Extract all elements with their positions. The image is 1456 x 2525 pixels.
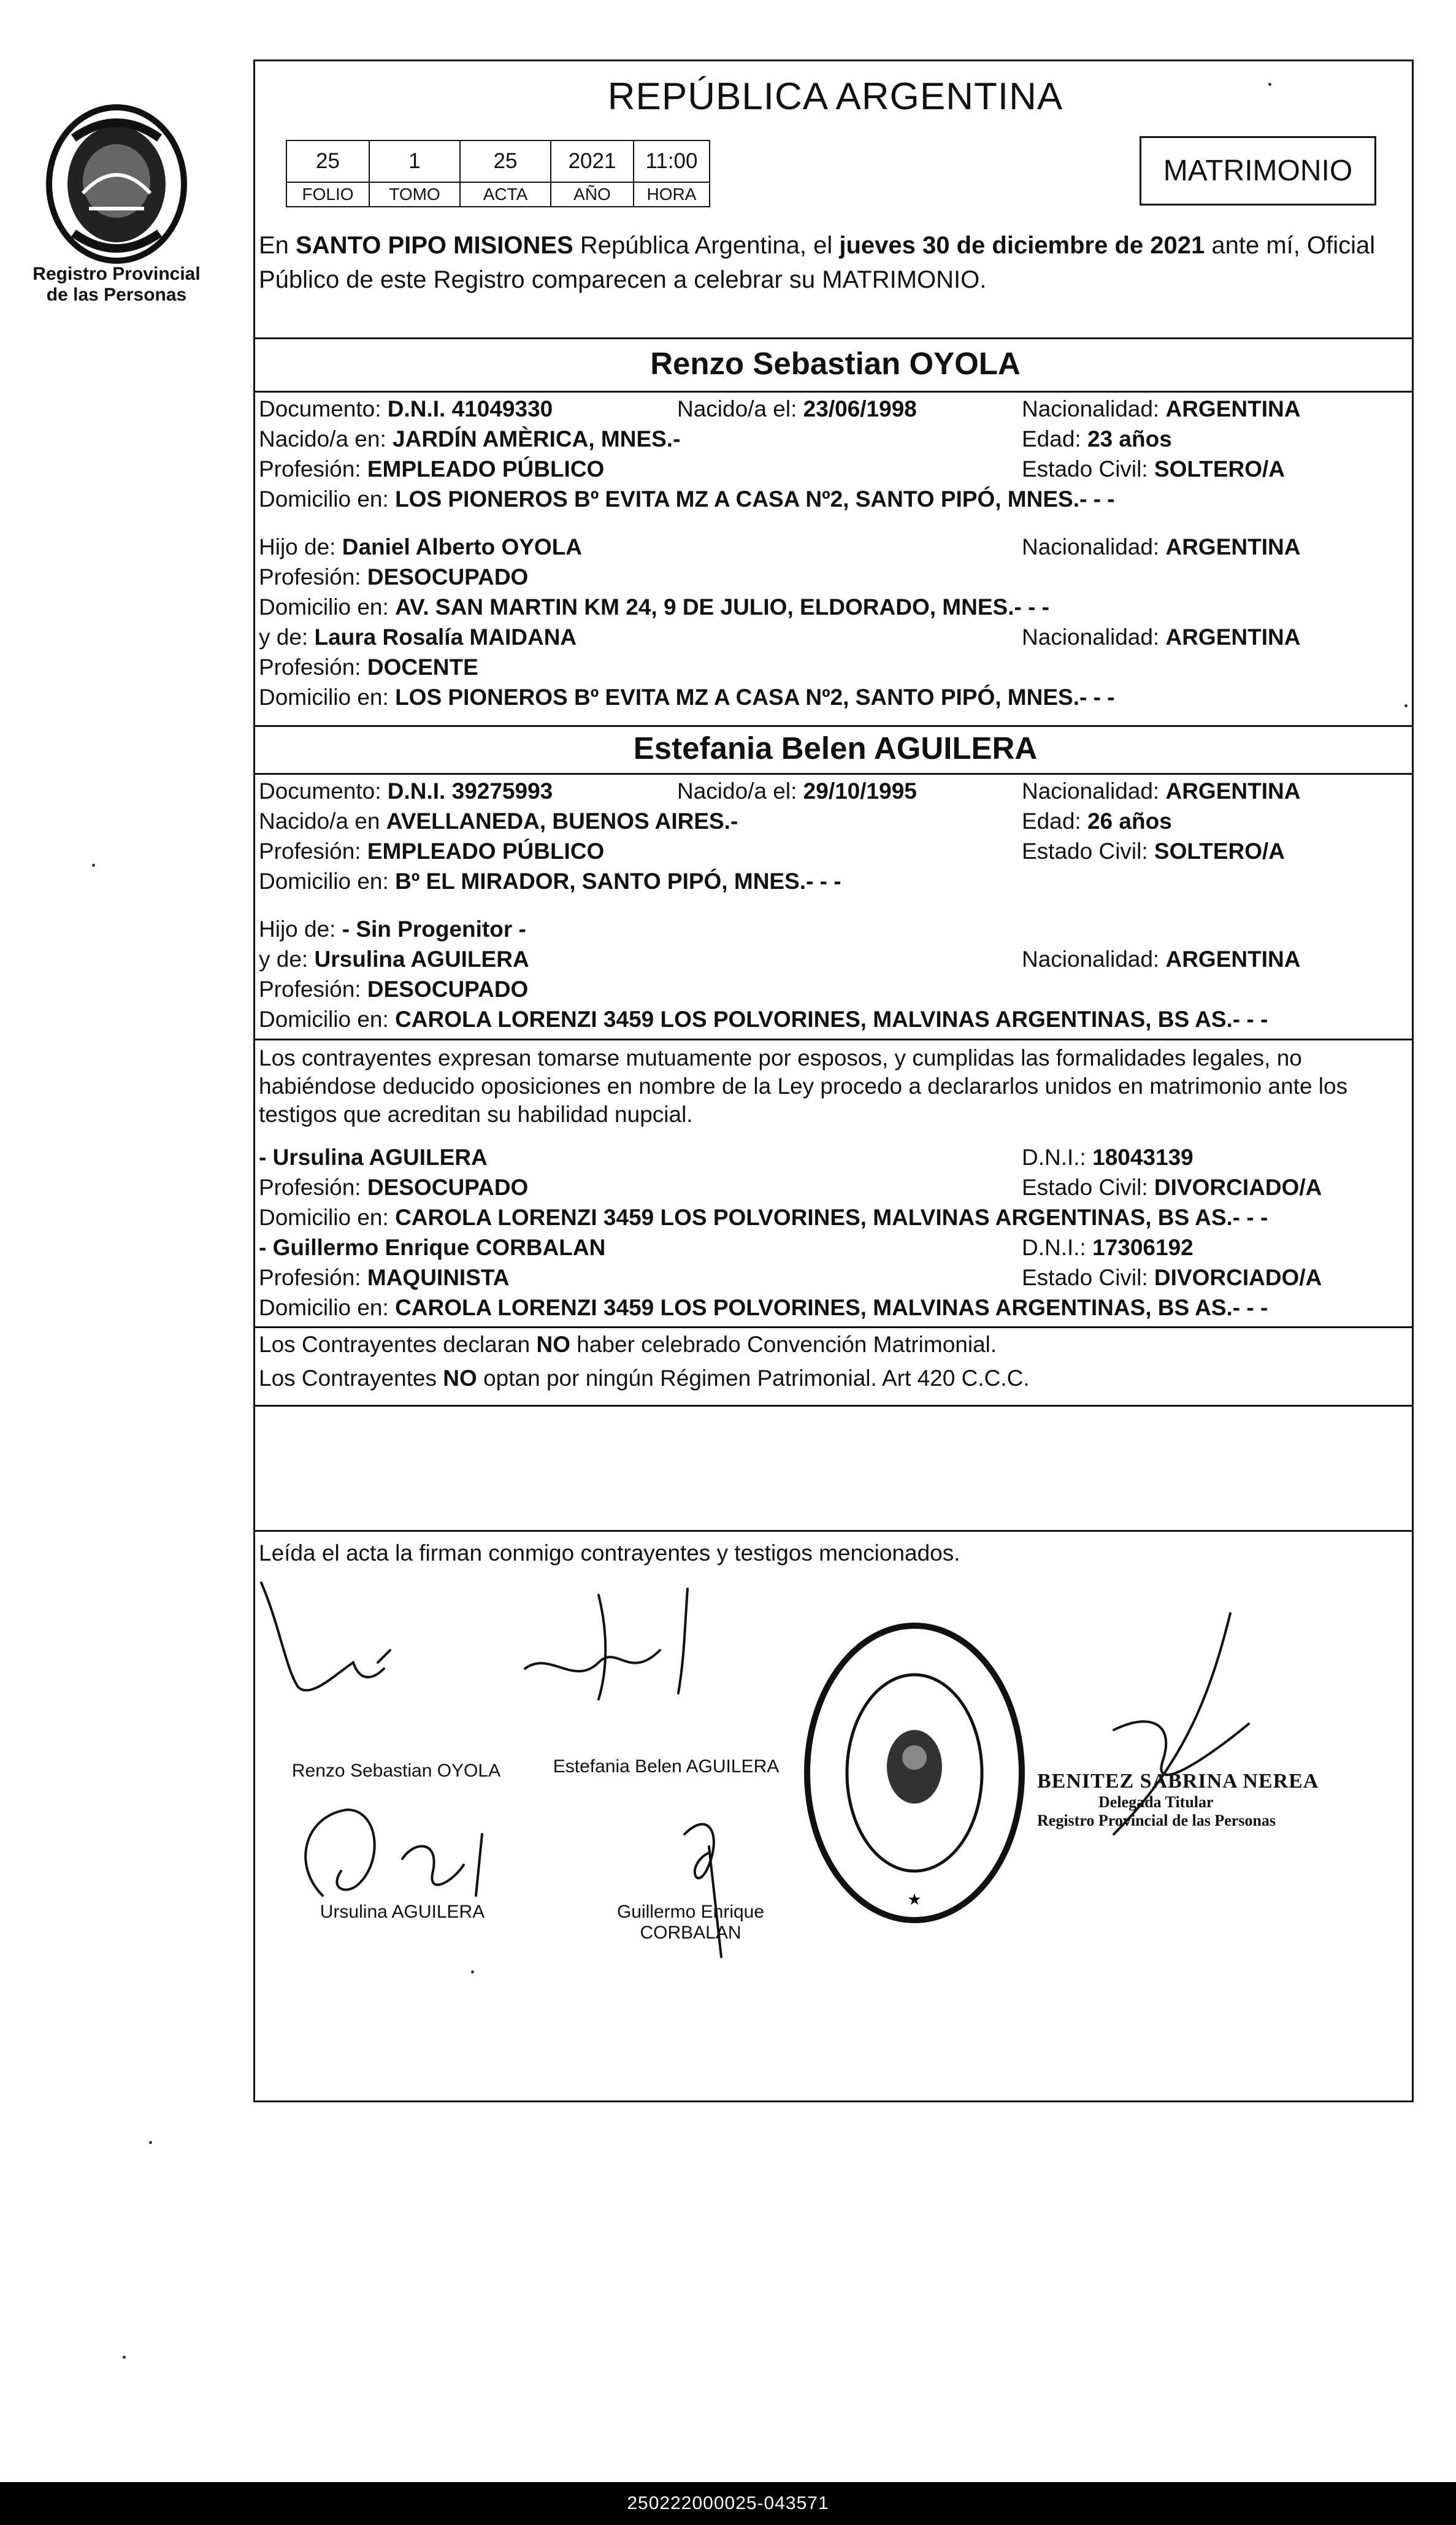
- divider: [255, 391, 1412, 393]
- folio-label: FOLIO: [286, 182, 369, 207]
- certificate-frame: [253, 60, 1414, 2102]
- official-title: Delegada Titular: [1098, 1793, 1214, 1811]
- groom-age: Edad: 23 años: [1022, 426, 1172, 452]
- groom-mother: y de: Laura Rosalía MAIDANA: [259, 625, 577, 650]
- svg-text:★: ★: [907, 1890, 922, 1908]
- bride-address: Domicilio en: Bº EL MIRADOR, SANTO PIPÓ, MNES.- - -: [259, 869, 841, 894]
- witness2-signature-label: Guillermo Enrique CORBALAN: [616, 1902, 765, 1943]
- bride-signature-label: Estefania Belen AGUILERA: [553, 1756, 780, 1777]
- bride-birthdate: Nacido/a el: 29/10/1995: [677, 778, 917, 804]
- folio-value: 25: [286, 140, 369, 182]
- groom-father: Hijo de: Daniel Alberto OYOLA: [259, 534, 583, 559]
- tomo-label: TOMO: [369, 182, 460, 207]
- groom-mother-profession: Profesión: DOCENTE: [259, 655, 478, 680]
- logo-caption-line1: Registro Provincial: [33, 264, 201, 284]
- record-type-box: MATRIMONIO: [1140, 136, 1376, 206]
- logo-caption: [12, 264, 221, 306]
- bride-father: Hijo de: - Sin Progenitor -: [259, 917, 526, 942]
- groom-civil-status: Estado Civil: SOLTERO/A: [1022, 456, 1285, 482]
- witness1-profession: Profesión: DESOCUPADO: [259, 1175, 529, 1200]
- divider: [255, 773, 1412, 775]
- groom-mother-nationality: Nacionalidad: ARGENTINA: [1022, 625, 1301, 650]
- witness2-dni: D.N.I.: 17306192: [1022, 1235, 1194, 1260]
- intro-paragraph: En SANTO PIPO MISIONES República Argentina, el jueves 30 de diciembre de 2021 ante mí, Oficial Público de este Registro comparecen a celebrar su MATRIMONIO.: [259, 232, 1376, 293]
- ceremony-paragraph: Los contrayentes expresan tomarse mutuamente por esposos, y cumplidas las formalidades legales, no habiéndose deducido oposiciones en nombre de la Ley procedo a declararlos unidos en matrimonio ante los testigos que acreditan su habilidad nupcial.: [259, 1045, 1348, 1127]
- divider: [255, 725, 1412, 727]
- bride-name: Estefania Belen AGUILERA: [633, 731, 1038, 766]
- bride-documento: Documento: D.N.I. 39275993: [259, 778, 553, 804]
- bride-birthplace: Nacido/a en AVELLANEDA, BUENOS AIRES.-: [259, 809, 738, 834]
- intro-date: jueves 30 de diciembre de 2021: [839, 232, 1205, 259]
- groom-signature-label: Renzo Sebastian OYOLA: [291, 1761, 501, 1781]
- bride-mother: y de: Ursulina AGUILERA: [259, 947, 529, 972]
- logo-caption-line2: de las Personas: [46, 285, 187, 305]
- groom-birthdate: Nacido/a el: 23/06/1998: [677, 396, 917, 421]
- document-title: REPÚBLICA ARGENTINA: [607, 75, 1063, 118]
- intro-place: SANTO PIPO MISIONES: [296, 232, 573, 259]
- official-stamp: [1037, 1770, 1344, 1830]
- bride-mother-address: Domicilio en: CAROLA LORENZI 3459 LOS POLVORINES, MALVINAS ARGENTINAS, BS AS.- - -: [259, 1007, 1268, 1032]
- convention-line1: Los Contrayentes declaran NO haber celebrado Convención Matrimonial.: [259, 1332, 997, 1357]
- divider: [255, 1039, 1412, 1040]
- groom-birthplace: Nacido/a en: JARDÍN AMÈRICA, MNES.-: [259, 426, 681, 452]
- bride-nationality: Nacionalidad: ARGENTINA: [1022, 778, 1301, 804]
- bride-age: Edad: 26 años: [1022, 809, 1172, 834]
- anio-value: 2021: [551, 140, 634, 182]
- groom-father-address: Domicilio en: AV. SAN MARTIN KM 24, 9 DE JULIO, ELDORADO, MNES.- - -: [259, 594, 1050, 620]
- groom-address: Domicilio en: LOS PIONEROS Bº EVITA MZ A CASA Nº2, SANTO PIPÓ, MNES.- - -: [259, 486, 1115, 512]
- divider: [255, 1326, 1412, 1328]
- witness1-civil-status: Estado Civil: DIVORCIADO/A: [1022, 1175, 1322, 1200]
- footer-code: 250222000025-043571: [627, 2493, 829, 2513]
- witness1-dni: D.N.I.: 18043139: [1022, 1145, 1194, 1170]
- groom-father-nationality: Nacionalidad: ARGENTINA: [1022, 534, 1301, 559]
- divider: [255, 337, 1412, 339]
- official-name: BENITEZ SABRINA NEREA: [1037, 1770, 1319, 1793]
- bride-profession: Profesión: EMPLEADO PÚBLICO: [259, 839, 605, 864]
- hora-label: HORA: [634, 182, 710, 207]
- groom-nationality: Nacionalidad: ARGENTINA: [1022, 396, 1301, 421]
- registry-round-seal: [801, 1620, 1028, 1926]
- convention-line2: Los Contrayentes NO optan por ningún Régimen Patrimonial. Art 420 C.C.C.: [259, 1366, 1030, 1391]
- anio-label: AÑO: [551, 182, 634, 207]
- acta-label: ACTA: [460, 182, 551, 207]
- bride-civil-status: Estado Civil: SOLTERO/A: [1022, 839, 1285, 864]
- witness2-civil-status: Estado Civil: DIVORCIADO/A: [1022, 1265, 1322, 1290]
- groom-documento: Documento: D.N.I. 41049330: [259, 396, 553, 421]
- groom-mother-address: Domicilio en: LOS PIONEROS Bº EVITA MZ A CASA Nº2, SANTO PIPÓ, MNES.- - -: [259, 685, 1115, 710]
- divider: [255, 1405, 1412, 1407]
- acta-value: 25: [460, 140, 551, 182]
- groom-name: Renzo Sebastian OYOLA: [650, 346, 1021, 381]
- divider: [255, 1530, 1412, 1532]
- official-org: Registro Provincial de las Personas: [1037, 1812, 1276, 1829]
- registry-table: [286, 140, 710, 207]
- closing-statement: Leída el acta la firman conmigo contrayentes y testigos mencionados.: [259, 1540, 960, 1566]
- witness2-name: - Guillermo Enrique CORBALAN: [259, 1235, 606, 1260]
- witness1-address: Domicilio en: CAROLA LORENZI 3459 LOS POLVORINES, MALVINAS ARGENTINAS, BS AS.- - -: [259, 1205, 1268, 1230]
- witness2-address: Domicilio en: CAROLA LORENZI 3459 LOS POLVORINES, MALVINAS ARGENTINAS, BS AS.- - -: [259, 1295, 1268, 1320]
- hora-value: 11:00: [634, 140, 710, 182]
- witness2-profession: Profesión: MAQUINISTA: [259, 1265, 510, 1290]
- tomo-value: 1: [369, 140, 460, 182]
- bride-mother-nationality: Nacionalidad: ARGENTINA: [1022, 947, 1301, 972]
- bride-mother-profession: Profesión: DESOCUPADO: [259, 977, 529, 1002]
- witness1-signature-label: Ursulina AGUILERA: [320, 1902, 485, 1922]
- groom-profession: Profesión: EMPLEADO PÚBLICO: [259, 456, 605, 482]
- groom-father-profession: Profesión: DESOCUPADO: [259, 564, 529, 590]
- witness1-name: - Ursulina AGUILERA: [259, 1145, 488, 1170]
